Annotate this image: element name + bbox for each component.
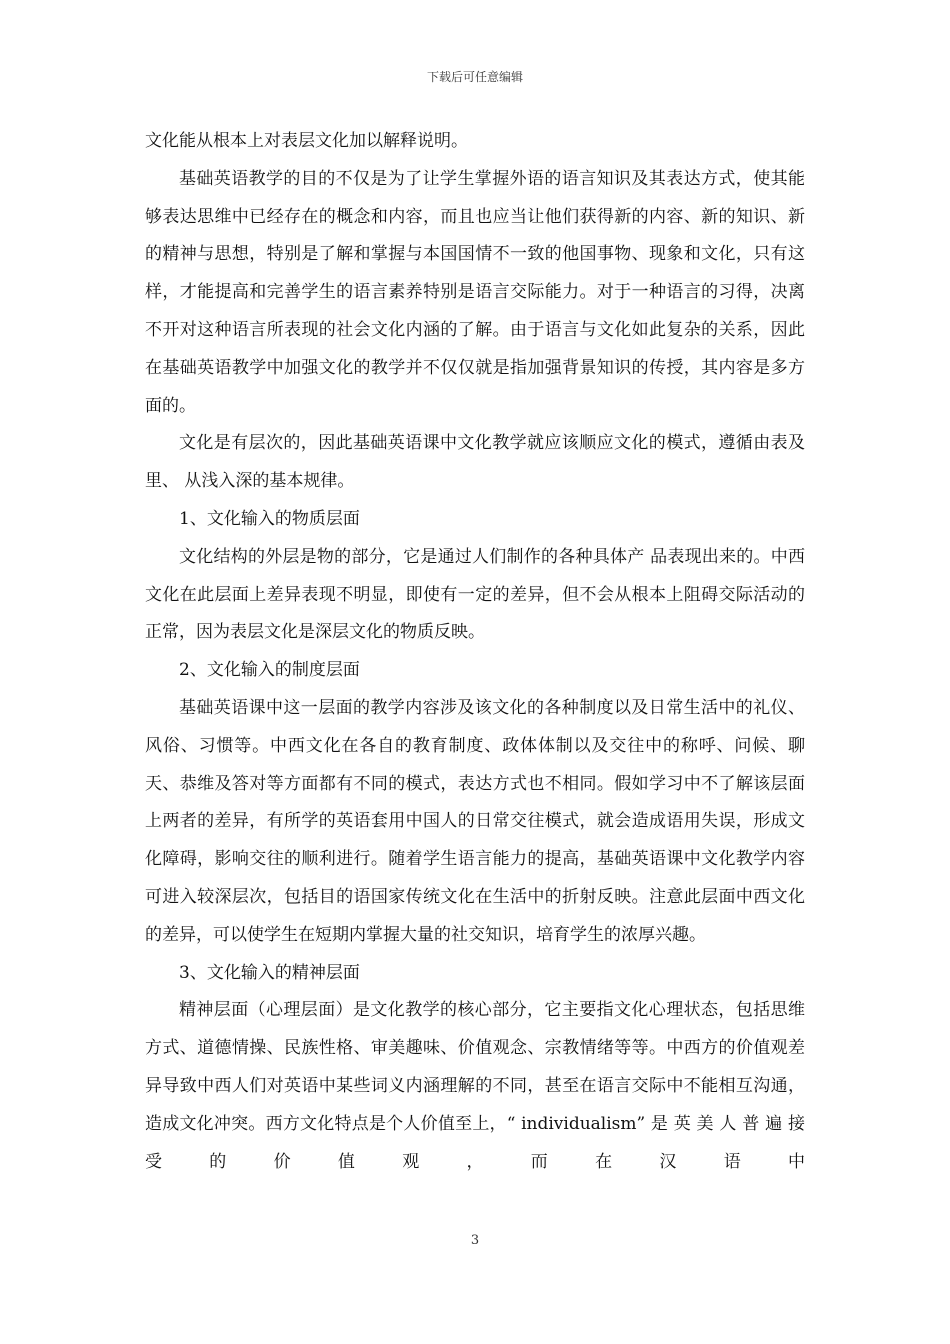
page-number: 3: [470, 1233, 480, 1248]
paragraph: 精神层面（心理层面）是文化教学的核心部分，它主要指文化心理状态，包括思维方式、道德情操、民族性格、审美趣味、价值观念、宗教情绪等等。中西方的价值观差异导致中西人们对英语中某些词义内涵理解的不同，甚至在语言交际中不能相互沟通，造成文化冲突。西方文化特点是个人价值至上，“ individualism” 是 英 美 人 普 遍 接 受 的 价 值 观 ， 而 在 汉 语 中: [145, 1000, 805, 1172]
paragraph: 基础英语课中这一层面的教学内容涉及该文化的各种制度以及日常生活中的礼仪、风俗、习惯等。中西文化在各自的教育制度、政体体制以及交往中的称呼、问候、聊天、恭维及答对等方面都有不同的模式，表达方式也不相同。假如学习中不了解该层面上两者的差异，有所学的英语套用中国人的日常交往模式，就会造成语用失误，形成文化障碍，影响交往的顺利进行。随着学生语言能力的提高，基础英语课中文化教学内容可进入较深层次，包括目的语国家传统文化在生活中的折射反映。注意此层面中西文化的差异，可以使学生在短期内掌握大量的社交知识，培育学生的浓厚兴趣。: [145, 697, 805, 945]
body-text: [145, 123, 805, 1181]
page-header: 下载后可任意编辑: [426, 70, 523, 84]
paragraph: 3、文化输入的精神层面: [179, 962, 360, 983]
paragraph: 2、文化输入的制度层面: [179, 660, 360, 681]
paragraph: 基础英语教学的目的不仅是为了让学生掌握外语的语言知识及其表达方式，使其能够表达思维中已经存在的概念和内容，而且也应当让他们获得新的内容、新的知识、新的精神与思想，特别是了解和掌握与本国国情不一致的他国事物、现象和文化，只有这样，才能提高和完善学生的语言素养特别是语言交际能力。对于一种语言的习得，决离不开对这种语言所表现的社会文化内涵的了解。由于语言与文化如此复杂的关系，因此在基础英语教学中加强文化的教学并不仅仅就是指加强背景知识的传授，其内容是多方面的。: [145, 168, 805, 416]
paragraph: 文化能从根本上对表层文化加以解释说明。: [145, 131, 468, 151]
paragraph: 文化结构的外层是物的部分，它是通过人们制作的各种具体产 品表现出来的。中西文化在此层面上差异表现不明显，即使有一定的差异，但不会从根本上阻碍交际活动的正常，因为表层文化是深层文化的物质反映。: [145, 546, 805, 643]
paragraph: 1、文化输入的物质层面: [179, 508, 360, 529]
paragraph: 文化是有层次的，因此基础英语课中文化教学就应该顺应文化的模式，遵循由表及里、 从浅入深的基本规律。: [145, 433, 805, 492]
